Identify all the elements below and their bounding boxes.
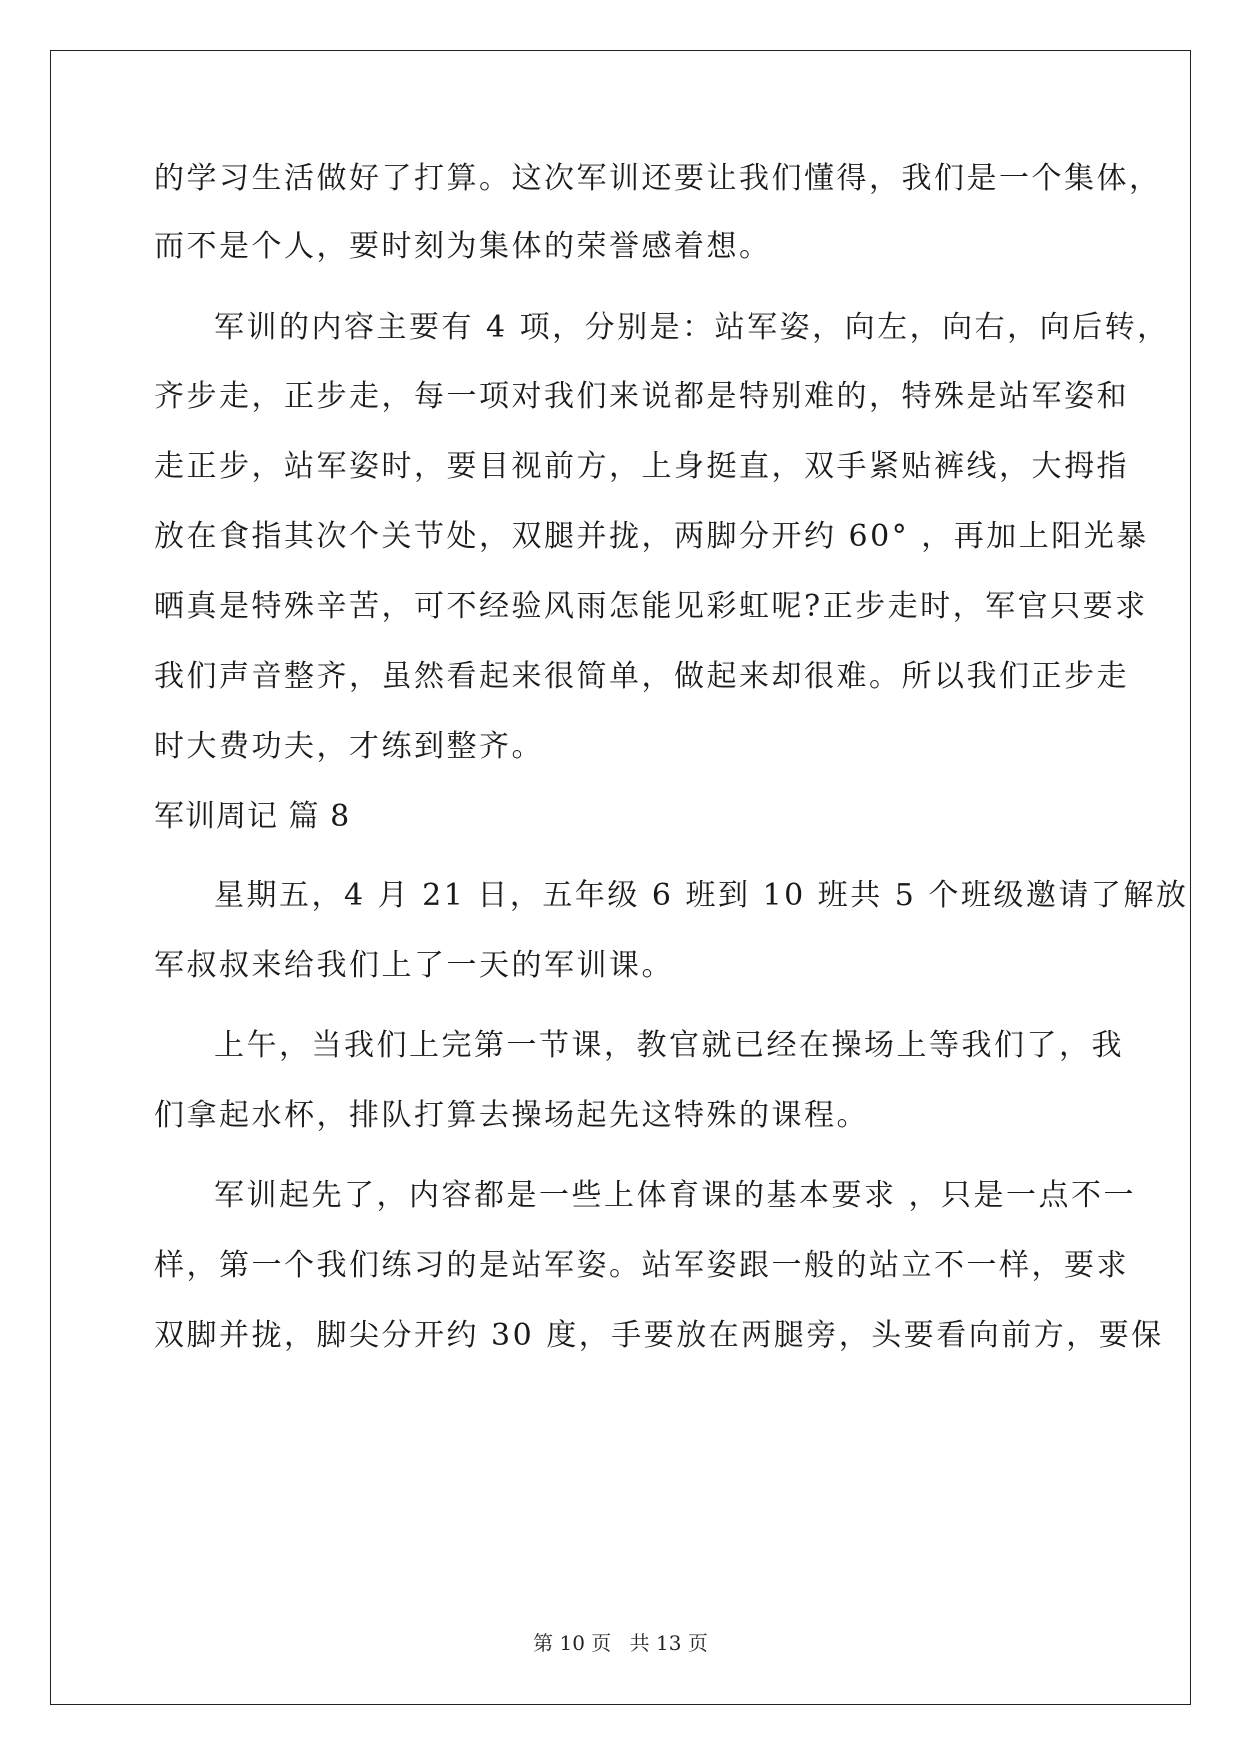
- text-line: 样，第一个我们练习的是站军姿。站军姿跟一般的站立不一样，要求: [154, 1248, 1129, 1283]
- text-line: 晒真是特殊辛苦，可不经验风雨怎能见彩虹呢?正步走时，军官只要求: [154, 589, 1148, 624]
- paragraph-start: 上午，当我们上完第一节课，教官就已经在操场上等我们了，我: [214, 1028, 1124, 1063]
- page-number: 第 10 页: [533, 1631, 612, 1655]
- text-line: 走正步，站军姿时，要目视前方，上身挺直，双手紧贴裤线，大拇指: [154, 449, 1129, 484]
- paragraph-start: 军训起先了，内容都是一些上体育课的基本要求 ，只是一点不一: [214, 1178, 1137, 1213]
- text-line: 军叔叔来给我们上了一天的军训课。: [154, 948, 674, 983]
- text-line: 时大费功夫，才练到整齐。: [154, 729, 544, 764]
- text-line: 我们声音整齐，虽然看起来很简单，做起来却很难。所以我们正步走: [154, 659, 1129, 694]
- text-line: 放在食指其次个关节处，双腿并拢，两脚分开约 60° ，再加上阳光暴: [154, 519, 1149, 554]
- section-heading: 军训周记 篇 8: [154, 799, 351, 834]
- paragraph-start: 军训的内容主要有 4 项，分别是：站军姿，向左，向右，向后转，: [214, 310, 1170, 345]
- text-line: 双脚并拢，脚尖分开约 30 度，手要放在两腿旁，头要看向前方，要保: [154, 1318, 1164, 1353]
- text-line: 们拿起水杯，排队打算去操场起先这特殊的课程。: [154, 1098, 869, 1133]
- paragraph-start: 星期五，4 月 21 日，五年级 6 班到 10 班共 5 个班级邀请了解放: [214, 878, 1189, 913]
- text-line: 的学习生活做好了打算。这次军训还要让我们懂得，我们是一个集体，: [154, 161, 1162, 196]
- page-footer: [0, 1627, 1241, 1656]
- text-line: 而不是个人，要时刻为集体的荣誉感着想。: [154, 229, 772, 264]
- page-total: 共 13 页: [629, 1631, 708, 1655]
- text-line: 齐步走，正步走，每一项对我们来说都是特别难的，特殊是站军姿和: [154, 379, 1129, 414]
